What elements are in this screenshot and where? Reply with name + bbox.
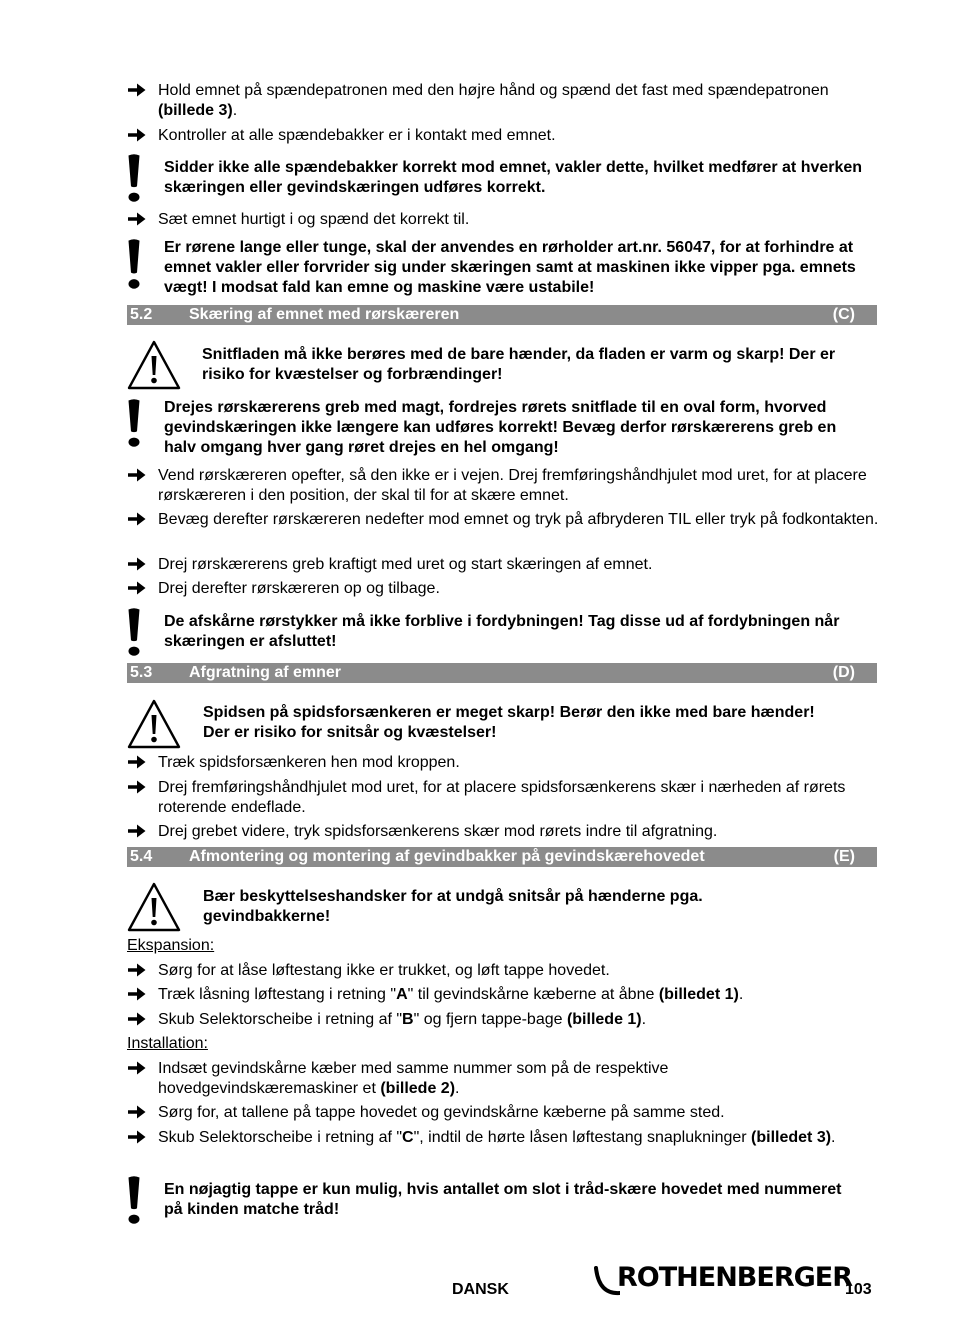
warning-triangle-icon xyxy=(127,699,181,749)
arrow-right-icon xyxy=(127,754,147,770)
arrow-right-icon xyxy=(127,467,147,483)
arrow-right-icon xyxy=(127,511,147,527)
arrow-right-icon xyxy=(127,1104,147,1120)
arrow-right-icon xyxy=(127,823,147,839)
arrow-right-icon xyxy=(127,1011,147,1027)
subheading-installation: Installation: xyxy=(127,1035,208,1052)
exclamation-icon xyxy=(127,607,141,657)
section-header-5-4: 5.4 Afmontering og montering af gevindbakker på gevindskærehovedet (E) xyxy=(127,847,877,867)
arrow-right-icon xyxy=(127,1129,147,1145)
subheading-expansion: Ekspansion: xyxy=(127,937,215,954)
exclamation-icon xyxy=(127,153,141,203)
arrow-right-icon xyxy=(127,779,147,795)
page-number: 103 xyxy=(845,1281,872,1298)
arrow-right-icon xyxy=(127,580,147,596)
exclamation-icon xyxy=(127,398,141,448)
section-header-5-3: 5.3 Afgratning af emner (D) xyxy=(127,663,877,683)
arrow-right-icon xyxy=(127,986,147,1002)
brand-wordmark: ROTHENBERGER xyxy=(617,1262,853,1293)
footer-language: DANSK xyxy=(452,1281,509,1298)
warning-triangle-icon xyxy=(127,340,181,390)
arrow-right-icon xyxy=(127,1060,147,1076)
brand-logo xyxy=(594,1262,853,1298)
warning-triangle-icon xyxy=(127,882,181,932)
arrow-right-icon xyxy=(127,82,147,98)
arrow-right-icon xyxy=(127,962,147,978)
exclamation-icon xyxy=(127,238,141,290)
arrow-right-icon xyxy=(127,211,147,227)
arrow-right-icon xyxy=(127,127,147,143)
exclamation-icon xyxy=(127,1175,141,1225)
arrow-right-icon xyxy=(127,556,147,572)
section-header-5-2: 5.2 Skæring af emnet med rørskæreren (C) xyxy=(127,305,877,325)
